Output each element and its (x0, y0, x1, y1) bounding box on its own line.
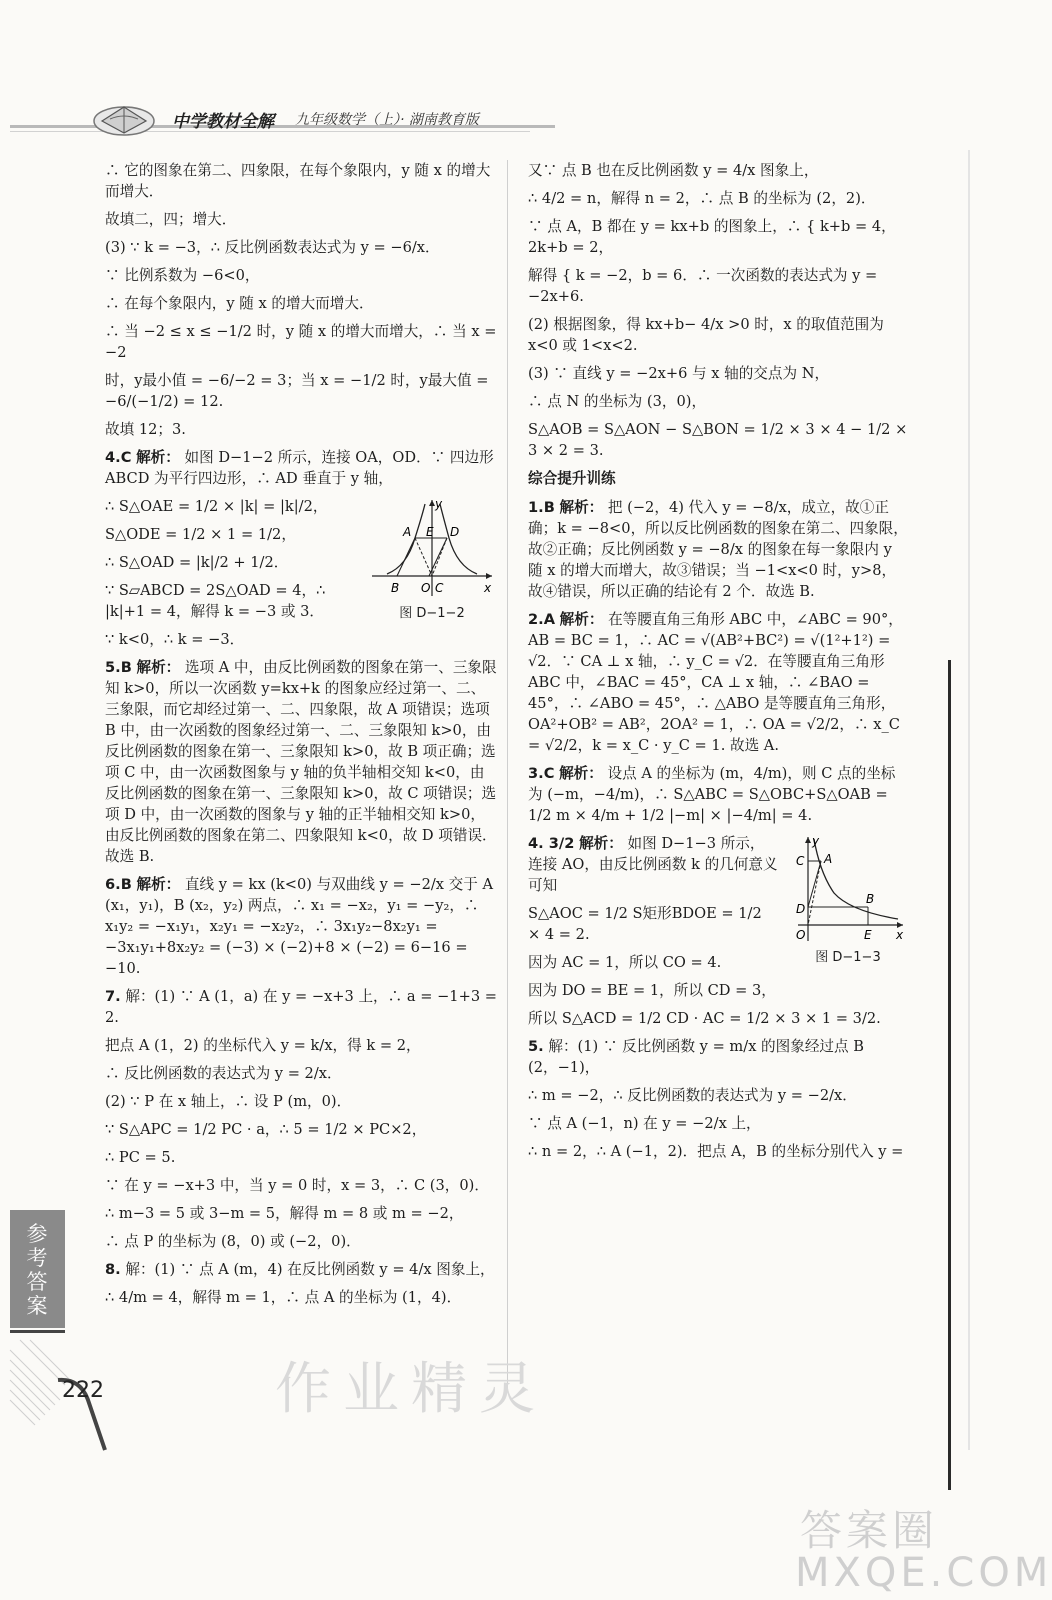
column-divider (507, 160, 508, 1390)
fig2-label-y: y (812, 834, 820, 848)
analysis-label: 解析： (559, 765, 603, 782)
analysis-label: 解析： (579, 835, 623, 852)
fig2-label-d: D (796, 902, 806, 916)
fig2-label-o: O (796, 928, 806, 942)
text-line: ∵ 点 A (−1，n) 在 y = −2/x 上， (528, 1115, 761, 1132)
analysis-label: 解析： (136, 659, 181, 676)
book-logo-icon (88, 97, 160, 139)
answer-text: 选项 A 中，由反比例函数的图象在第一、三象限知 k>0，所以一次函数 y=kx+k 的图象应经过第一、二、三象限，而它却经过第一、二、四象限，故 A 项错误；选项 B 中，由一次函数的图象经过第一、二、三象限知 k>0，由反比例函数的图象在第一、三象限知 k>0，故 B 项正确；选项 C 中，由一次函数图象与 y 轴的负半轴相交知 k<0，由反比例函数的图象在第一、三象限知 k>0，故 C 项错误；选项 D 中，由一次函数的图象与 y 轴的正半轴相交知 k>0，由反比例函数的图象在第二、四象限知 k<0，故 D 项错误．故选 B. (105, 659, 497, 865)
text-line: ∵ S▱ABCD = 2S△OAD = 4，∴ |k|+1 = 4，解得 k = −3 或 3． (105, 582, 326, 620)
text-line: ∵ 在 y = −x+3 中，当 y = 0 时，x = 3，∴ C (3，0)． (105, 1177, 489, 1194)
answer-text: 如图 D−1−3 所示，连接 AO，由反比例函数 k 的几何意义可知 (528, 835, 778, 894)
text-line: ∴ 点 P 的坐标为 (8，0) 或 (−2，0)． (105, 1233, 361, 1250)
text-line: 故填二，四；增大． (105, 211, 237, 228)
analysis-label: 解析： (136, 876, 181, 893)
answer-number: 8. (105, 1261, 121, 1278)
watermark-text: 作业精灵 (275, 1357, 547, 1422)
answer-text: 设点 A 的坐标为 (m，4/m)，则 C 点的坐标为 (−m，−4/m)，∴ S△ABC = S△OBC+S△OAB = 1/2 m × 4/m + 1/2 |−m| × |−4/m| = 4. (528, 765, 896, 824)
text-line: 又∵ 点 B 也在反比例函数 y = 4/x 图象上， (528, 162, 819, 179)
answer-6 (105, 874, 497, 979)
answer-7 (105, 986, 497, 1028)
section-heading: 综合提升训练 (528, 470, 616, 487)
text-line: ∴ n = 2，∴ A (−1，2)．把点 A，B 的坐标分别代入 y = (528, 1143, 904, 1160)
watermark-logo: 答案圈 (800, 1506, 939, 1555)
analysis-label: 解析： (136, 449, 180, 466)
text-line: 因为 AC = 1，所以 CO = 4. (528, 954, 722, 971)
figure-d-1-3 (788, 833, 908, 968)
text-line: ∴ 4/2 = n，解得 n = 2，∴ 点 B 的坐标为 (2，2)． (528, 190, 876, 207)
text-line: ∴ m = −2，∴ 反比例函数的表达式为 y = −2/x． (528, 1087, 857, 1104)
side-tab-rule (10, 1330, 65, 1333)
answer-number: 7. (105, 988, 121, 1005)
answer-text: 把 (−2，4) 代入 y = −8/x，成立，故①正确；k = −8<0，所以反比例函数的图象在第二、四象限，故②正确；反比例函数 y = −8/x 的图象在每一象限内 y 随 x 的增大而增大，故③错误；当 −1<x<0 时，y>8，故④错误，所以正确的结论有 2 个．故选 B. (528, 499, 908, 600)
fig1-label-e: E (426, 525, 434, 539)
book-title: 中学教材全解 (172, 112, 274, 132)
book-subtitle: 九年级数学（上）· 湖南教育版 (295, 112, 479, 128)
answer-number: 4.C (105, 449, 132, 466)
text-line: 把点 A (1，2) 的坐标代入 y = k/x，得 k = 2， (105, 1037, 421, 1054)
answer-text: 如图 D−1−2 所示，连接 OA，OD．∵ 四边形 ABCD 为平行四边形，∴ AD 垂直于 y 轴， (105, 449, 494, 487)
text-line: ∴ m−3 = 5 或 3−m = 5，解得 m = 8 或 m = −2， (105, 1205, 464, 1222)
hyperbola-parallelogram-diagram (367, 496, 497, 601)
left-column (105, 160, 497, 1315)
text-line: S△AOC = 1/2 S矩形BDOE = 1/2 × 4 = 2. (528, 905, 762, 943)
fig1-label-b: B (391, 581, 400, 595)
text-line: (3) ∵ 直线 y = −2x+6 与 x 轴的交点为 N， (528, 365, 830, 382)
text-line: (2) ∵ P 在 x 轴上，∴ 设 P (m，0)． (105, 1093, 352, 1110)
practice-answer-5 (528, 1036, 908, 1078)
page-header (10, 95, 570, 145)
fig1-label-c: C (435, 581, 444, 595)
analysis-label: 解析： (559, 611, 604, 628)
text-line: 所以 S△ACD = 1/2 CD · AC = 1/2 × 3 × 1 = 3/2. (528, 1010, 881, 1027)
answer-number: 2.A (528, 611, 555, 628)
right-column (528, 160, 908, 1169)
text-line: 因为 DO = BE = 1，所以 CD = 3， (528, 982, 776, 999)
text-line: ∵ k<0，∴ k = −3． (105, 631, 245, 648)
page-edge-shade (968, 150, 970, 1450)
answer-8 (105, 1259, 497, 1280)
binding-edge (948, 660, 951, 1490)
fig2-label-x: x (896, 928, 904, 942)
text-line: ∴ 在每个象限内，y 随 x 的增大而增大． (105, 295, 374, 312)
answer-number: 4. 3/2 (528, 835, 575, 852)
fig2-label-e: E (864, 928, 872, 942)
fig1-label-o: O (421, 581, 431, 595)
answer-number: 5. (528, 1038, 544, 1055)
text-line: ∴ 它的图象在第二、四象限，在每个象限内，y 随 x 的增大而增大． (105, 162, 491, 200)
answer-number: 3.C (528, 765, 555, 782)
text-line: ∴ 当 −2 ≤ x ≤ −1/2 时，y 随 x 的增大而增大，∴ 当 x = −2 (105, 323, 497, 361)
side-tab-label: 参考答案 (26, 1222, 48, 1318)
text-line: (2) 根据图象，得 kx+b− 4/x >0 时，x 的取值范围为 x<0 或 1<x<2. (528, 316, 884, 354)
text-line: 时，y最小值 = −6/−2 = 3；当 x = −1/2 时，y最大值 = −6/(−1/2) = 12. (105, 372, 489, 410)
watermark-url: MXQE.COM (795, 1550, 1052, 1596)
text-line: 解得 { k = −2，b = 6．∴ 一次函数的表达式为 y = −2x+6. (528, 267, 878, 305)
text-line: S△ODE = 1/2 × 1 = 1/2， (105, 526, 296, 543)
answer-5 (105, 657, 497, 867)
practice-answer-3 (528, 763, 908, 826)
reference-answers-tab (10, 1210, 65, 1328)
answer-number: 6.B (105, 876, 132, 893)
fig1-label-d: D (450, 525, 460, 539)
text-line: ∴ S△OAE = 1/2 × |k| = |k|/2， (105, 498, 328, 515)
fig1-label-y: y (435, 497, 443, 511)
hyperbola-rectangle-diagram (788, 833, 908, 945)
figure-caption: 图 D−1−3 (815, 950, 881, 965)
answer-text: 解：(1) ∵ A (1，a) 在 y = −x+3 上，∴ a = −1+3 = 2. (105, 988, 497, 1026)
answer-number: 5.B (105, 659, 132, 676)
fig2-label-b: B (866, 892, 875, 906)
fig2-label-c: C (796, 854, 805, 868)
text-line: ∴ 4/m = 4，解得 m = 1，∴ 点 A 的坐标为 (1，4)． (105, 1289, 462, 1306)
text-line: 故填 12；3. (105, 421, 186, 438)
fig1-label-x: x (484, 581, 492, 595)
text-line: (3) ∵ k = −3，∴ 反比例函数表达式为 y = −6/x． (105, 239, 440, 256)
text-line: ∴ S△OAD = |k|/2 + 1/2． (105, 554, 289, 571)
text-line: ∵ 点 A，B 都在 y = kx+b 的图象上，∴ { k+b = 4，2k+b = 2， (528, 218, 896, 256)
text-line: ∵ 比例系数为 −6<0， (105, 267, 260, 284)
text-line: ∵ S△APC = 1/2 PC · a，∴ 5 = 1/2 × PC×2， (105, 1121, 427, 1138)
text-line: ∴ PC = 5. (105, 1149, 176, 1166)
text-line: S△AOB = S△AON − S△BON = 1/2 × 3 × 4 − 1/2 × 3 × 2 = 3. (528, 421, 908, 459)
answer-text: 解：(1) ∵ 反比例函数 y = m/x 的图象经过点 B (2，−1)， (528, 1038, 864, 1076)
practice-answer-1 (528, 497, 908, 602)
figure-caption: 图 D−1−2 (399, 606, 465, 621)
page-number: 222 (62, 1378, 104, 1403)
practice-answer-2 (528, 609, 908, 756)
answer-text: 在等腰直角三角形 ABC 中，∠ABC = 90°，AB = BC = 1，∴ AC = √(AB²+BC²) = √(1²+1²) = √2．∵ CA ⊥ x 轴，∴ y_C = √2．在等腰直角三角形 ABC 中，∠BAC = 45°，CA ⊥ x 轴，∴ ∠BAO = 45°，∴ ∠ABO = 45°，∴ △ABO 是等腰直角三角形，OA²+OB² = AB²，2OA² = 1，∴ OA = √2/2，∴ x_C = √2/2，k = x_C · y_C = 1. 故选 A. (528, 611, 903, 754)
answer-4 (105, 447, 497, 489)
analysis-label: 解析： (559, 499, 604, 516)
answer-number: 1.B (528, 499, 555, 516)
text-line: ∴ 反比例函数的表达式为 y = 2/x． (105, 1065, 342, 1082)
text-line: ∴ 点 N 的坐标为 (3，0)， (528, 393, 707, 410)
fig1-label-a: A (403, 525, 412, 539)
figure-d-1-2 (367, 496, 497, 624)
answer-text: 直线 y = kx (k<0) 与双曲线 y = −2/x 交于 A (x₁，y₁)，B (x₂，y₂) 两点，∴ x₁ = −x₂，y₁ = −y₂，∴ x₁y₂ = −x₁y₁，x₂y₁ = −x₂y₂，∴ 3x₁y₂−8x₂y₁ = −3x₁y₁+8x₂y₂ = (−3) × (−2)+8 × (−2) = 6−16 = −10. (105, 876, 494, 977)
fig2-label-a: A (824, 852, 833, 866)
answer-text: 解：(1) ∵ 点 A (m，4) 在反比例函数 y = 4/x 图象上， (125, 1261, 495, 1278)
